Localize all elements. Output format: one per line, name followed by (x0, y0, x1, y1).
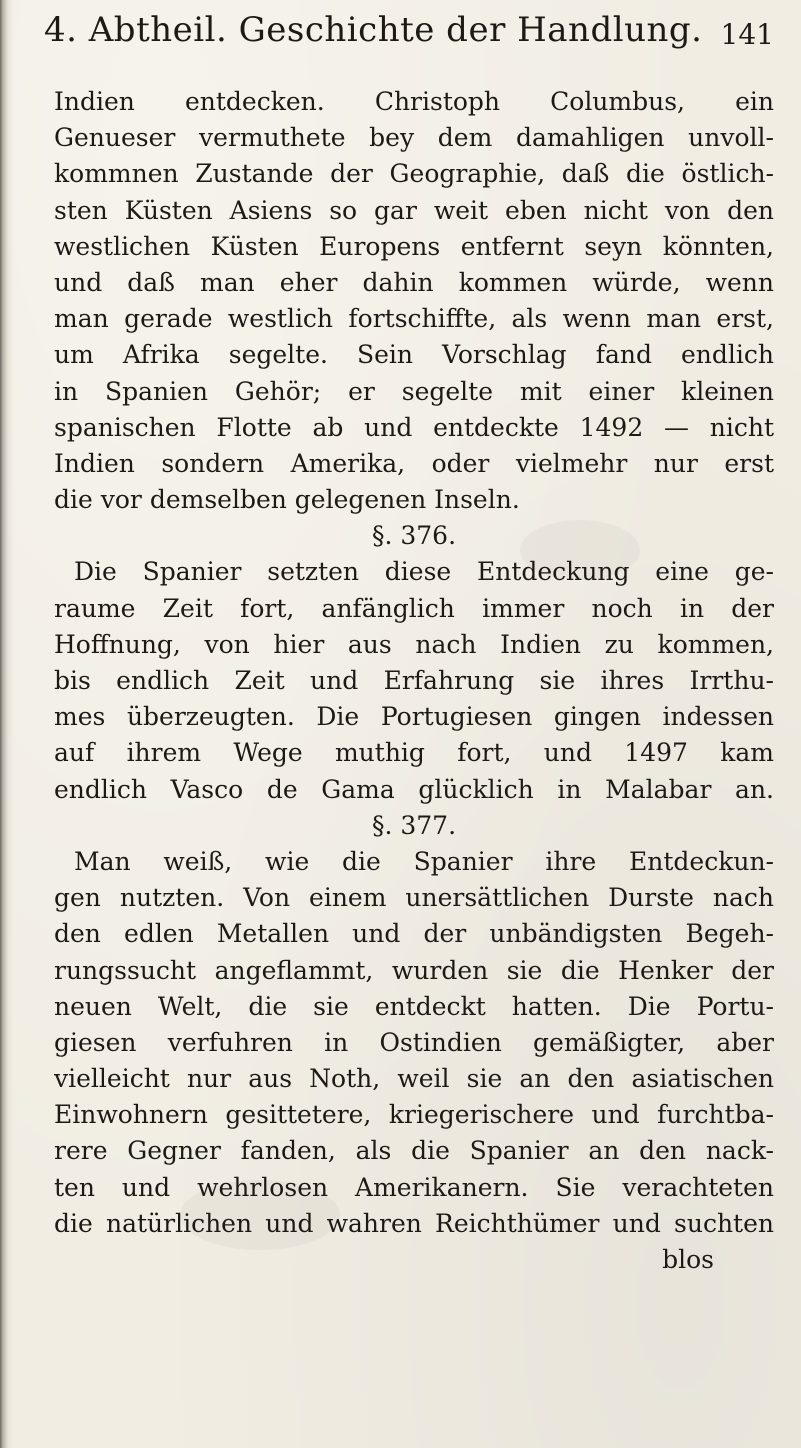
text-line: in Spanien Gehör; er segelte mit einer kleinen (54, 376, 774, 406)
text-line: spanischen Flotte ab und entdeckte 1492 — nicht (54, 412, 774, 442)
text-line: raume Zeit fort, anfänglich immer noch in der (54, 593, 774, 623)
text-line: sten Küsten Asiens so gar weit eben nicht von den (54, 195, 774, 225)
text-line: Einwohnern gesittetere, kriegerischere und furchtba- (54, 1100, 774, 1130)
text-line: Genueser vermuthete bey dem damahligen unvoll- (54, 123, 774, 153)
text-line: Man weiß, wie die Spanier ihre Entdeckun- (74, 846, 774, 876)
body-text (54, 84, 774, 1278)
text-line: man gerade westlich fortschiffte, als wenn man erst, (54, 304, 774, 334)
text-line: rungssucht angeflammt, wurden sie die Henker der (54, 955, 774, 985)
text-line: endlich Vasco de Gama glücklich in Malabar an. (54, 774, 774, 804)
catchword: blos (662, 1245, 714, 1274)
text-line: giesen verfuhren in Ostindien gemäßigter, aber (54, 1027, 774, 1057)
text-line: und daß man eher dahin kommen würde, wenn (54, 267, 774, 297)
text-line: gen nutzten. Von einem unersättlichen Durste nach (54, 883, 774, 913)
section-number: §. 376. (371, 521, 457, 551)
text-line: den edlen Metallen und der unbändigsten Begeh- (54, 919, 774, 949)
text-line: um Afrika segelte. Sein Vorschlag fand endlich (54, 340, 774, 370)
page-binding-edge (0, 0, 14, 1448)
text-line: Hoffnung, von hier aus nach Indien zu kommen, (54, 629, 774, 659)
text-line: die vor demselben gelegenen Inseln. (54, 485, 520, 515)
text-line: neuen Welt, die sie entdeckt hatten. Die Portu- (54, 991, 774, 1021)
text-line: westlichen Küsten Europens entfernt seyn könnten, (54, 231, 774, 261)
section-number: §. 377. (371, 810, 457, 840)
text-line: die natürlichen und wahren Reichthümer und suchten (54, 1208, 774, 1238)
text-line: mes überzeugten. Die Portugiesen gingen indessen (54, 702, 774, 732)
text-line: Die Spanier setzten diese Entdeckung eine ge- (74, 557, 774, 587)
page-number: 141 (720, 18, 774, 51)
page-header (44, 8, 774, 68)
text-line: Indien entdecken. Christoph Columbus, ein (54, 87, 774, 116)
text-line: ten und wehrlosen Amerikanern. Sie verachteten (54, 1172, 774, 1202)
text-line: auf ihrem Wege muthig fort, und 1497 kam (54, 738, 774, 768)
text-line: kommnen Zustande der Geographie, daß die östlich- (54, 159, 774, 189)
text-line: rere Gegner fanden, als die Spanier an den nack- (54, 1136, 774, 1166)
text-line: Indien sondern Amerika, oder vielmehr nur erst (54, 448, 774, 478)
running-head: 4. Abtheil. Geschichte der Handlung. (44, 10, 703, 50)
text-line: bis endlich Zeit und Erfahrung sie ihres Irrthu- (54, 666, 774, 695)
text-line: vielleicht nur aus Noth, weil sie an den asiatischen (54, 1064, 774, 1094)
